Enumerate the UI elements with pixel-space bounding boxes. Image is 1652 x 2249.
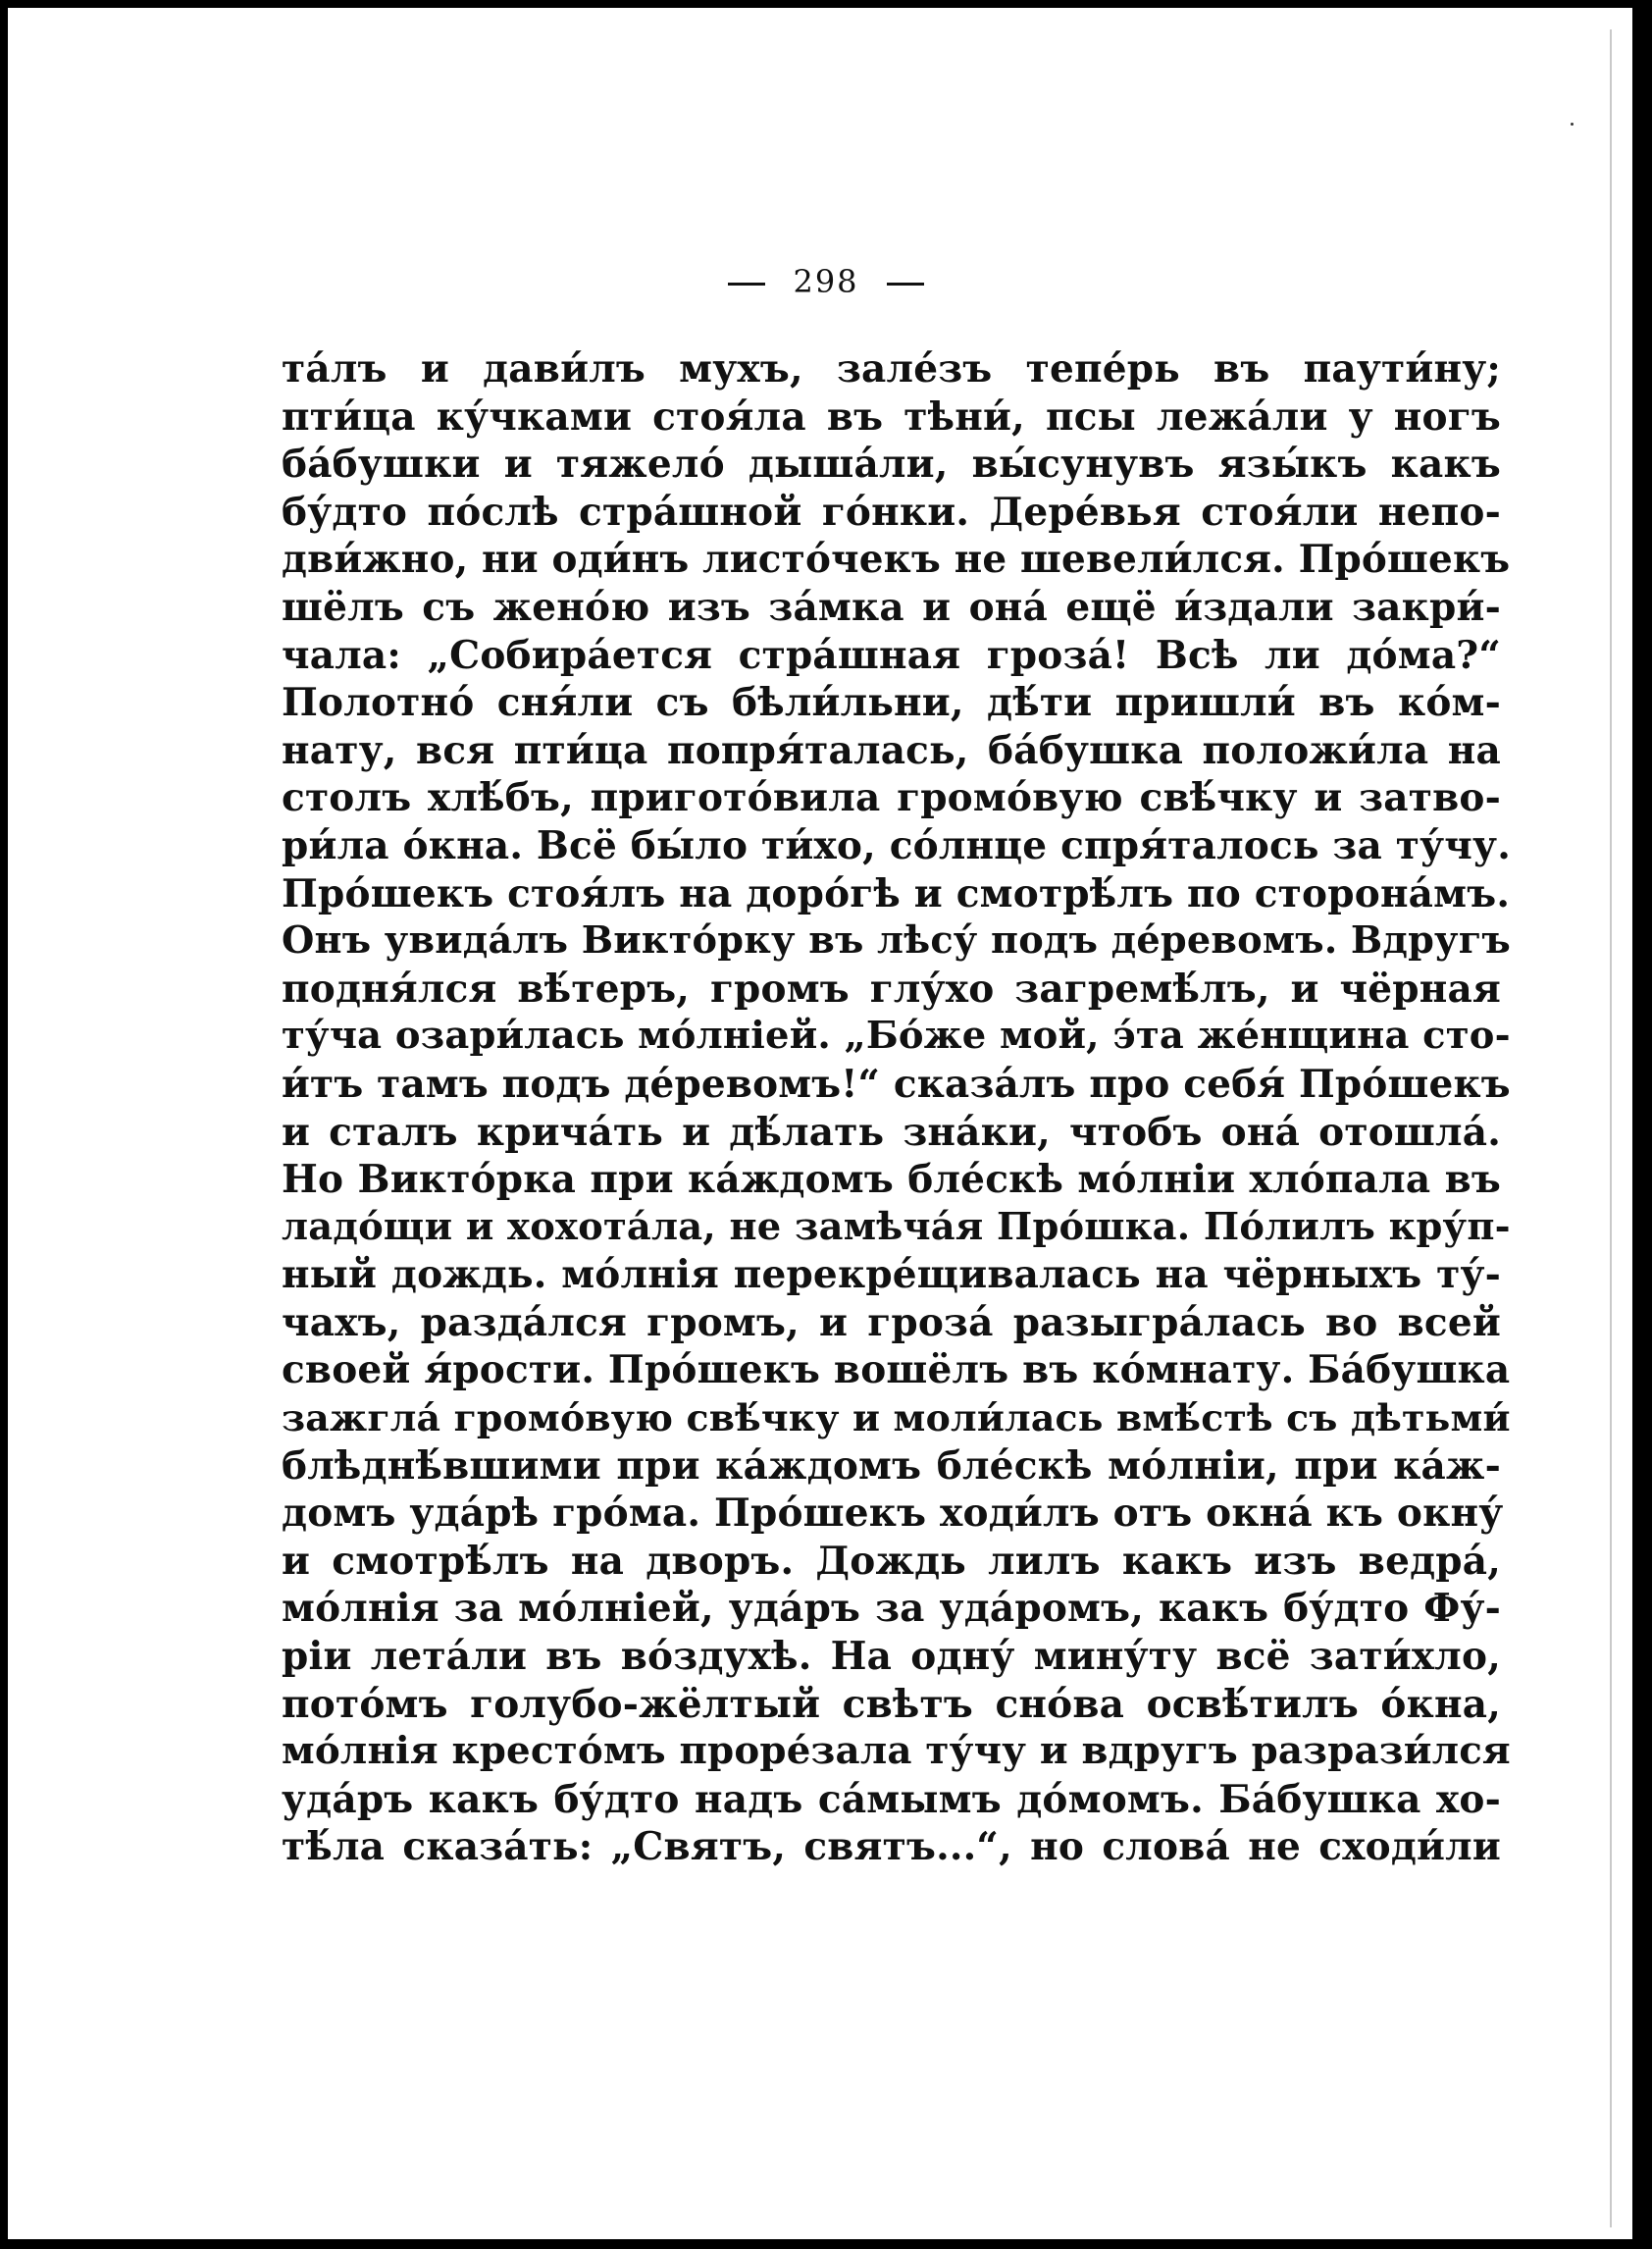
text-line: пти́ца ку́чками стоя́ла въ тѣни́, псы лежа́ли у ногъ bbox=[282, 393, 1501, 440]
text-line: пото́мъ голубо-жёлтый свѣтъ сно́ва освѣ́тилъ о́кна, bbox=[282, 1681, 1501, 1727]
text-line: чала: „Собира́ется стра́шная гроза́! Всѣ ли до́ма?“ bbox=[282, 632, 1501, 678]
text-line: нату, вся пти́ца попря́талась, ба́бушка положи́ла на bbox=[282, 727, 1501, 773]
header-dash-left bbox=[728, 283, 765, 286]
text-line: ба́бушки и тяжело́ дыша́ли, вы́сунувъ язы́къ какъ bbox=[282, 442, 1501, 488]
text-line: столъ хлѣ́бъ, пригото́вила громо́вую свѣ́чку и затво- bbox=[282, 775, 1501, 821]
text-line: подня́лся вѣ́теръ, громъ глу́хо загремѣ́лъ, и чёрная bbox=[282, 966, 1501, 1012]
header-dash-right bbox=[887, 283, 924, 286]
scan-border-right bbox=[1632, 0, 1652, 2249]
text-line: Про́шекъ стоя́лъ на доро́гѣ и смотрѣ́лъ по сторона́мъ. bbox=[282, 870, 1511, 916]
text-line: ту́ча озари́лась мо́лніей. „Бо́же мой, э́та же́нщина сто- bbox=[282, 1014, 1511, 1059]
text-line: Полотно́ сня́ли съ бѣли́льни, дѣ́ти пришли́ въ ко́м- bbox=[282, 680, 1501, 726]
page-fold-line bbox=[1610, 29, 1612, 2227]
text-line: мо́лнія за мо́лніей, уда́ръ за уда́ромъ, какъ бу́дто Фу́- bbox=[282, 1586, 1501, 1632]
text-line: блѣднѣ́вшими при ка́ждомъ бле́скѣ мо́лніи, при ка́ж- bbox=[282, 1442, 1501, 1489]
text-line: Но Викто́рка при ка́ждомъ бле́скѣ мо́лніи хло́пала въ bbox=[282, 1157, 1501, 1203]
text-line: и́тъ тамъ подъ де́ревомъ!“ сказа́лъ про себя́ Про́шекъ bbox=[282, 1061, 1511, 1107]
text-line: зажгла́ громо́вую свѣ́чку и моли́лась вмѣ́стѣ съ дѣтьми́ bbox=[282, 1396, 1511, 1440]
text-line: ладо́щи и хохота́ла, не замѣча́я Про́шка. По́лилъ кру́п- bbox=[282, 1204, 1511, 1249]
body-text bbox=[282, 345, 1511, 1871]
scan-border-bottom bbox=[0, 2239, 1652, 2249]
text-line: и смотрѣ́лъ на дворъ. Дождь лилъ какъ изъ ведра́, bbox=[282, 1538, 1501, 1584]
text-line: домъ уда́рѣ гро́ма. Про́шекъ ходи́лъ отъ окна́ къ окну́ bbox=[282, 1491, 1504, 1537]
text-line: та́лъ и дави́лъ мухъ, зале́зъ тепе́рь въ паути́ну; bbox=[282, 346, 1501, 392]
text-line: и сталъ крича́ть и дѣ́лать зна́ки, чтобъ она́ отошла́. bbox=[282, 1109, 1501, 1155]
scan-border-left bbox=[0, 0, 8, 2249]
scan-speck bbox=[1571, 123, 1574, 126]
text-line: бу́дто по́слѣ стра́шной го́нки. Дере́вья стоя́ли непо- bbox=[282, 489, 1501, 535]
text-line: своей я́рости. Про́шекъ вошёлъ въ ко́мнату. Ба́бушка bbox=[282, 1347, 1511, 1393]
text-line: дви́жно, ни оди́нъ листо́чекъ не шевели́лся. Про́шекъ bbox=[282, 537, 1511, 583]
text-line: уда́ръ какъ бу́дто надъ са́мымъ до́момъ. Ба́бушка хо- bbox=[282, 1776, 1501, 1822]
text-line: тѣ́ла сказа́ть: „Святъ, святъ...“, но слова́ не сходи́ли bbox=[282, 1824, 1501, 1870]
text-line: ри́ла о́кна. Всё бы́ло ти́хо, со́лнце спря́талось за ту́чу. bbox=[282, 822, 1511, 868]
text-line: ный дождь. мо́лнія перекре́щивалась на чёрныхъ ту́- bbox=[282, 1252, 1501, 1298]
page-number-header bbox=[0, 263, 1652, 300]
text-line: шёлъ съ жено́ю изъ за́мка и она́ ещё и́здали закри́- bbox=[282, 584, 1501, 630]
text-line: ріи лета́ли въ во́здухѣ. На одну́ мину́ту всё зати́хло, bbox=[282, 1634, 1501, 1680]
scan-border-top bbox=[0, 0, 1652, 8]
text-line: мо́лнія кресто́мъ проре́зала ту́чу и вдругъ разрази́лся bbox=[282, 1729, 1511, 1774]
text-line: Онъ увида́лъ Викто́рку въ лѣсу́ подъ де́ревомъ. Вдругъ bbox=[282, 918, 1511, 964]
page-number: 298 bbox=[793, 263, 859, 300]
text-line: чахъ, разда́лся громъ, и гроза́ разыгра́лась во всей bbox=[282, 1299, 1501, 1345]
